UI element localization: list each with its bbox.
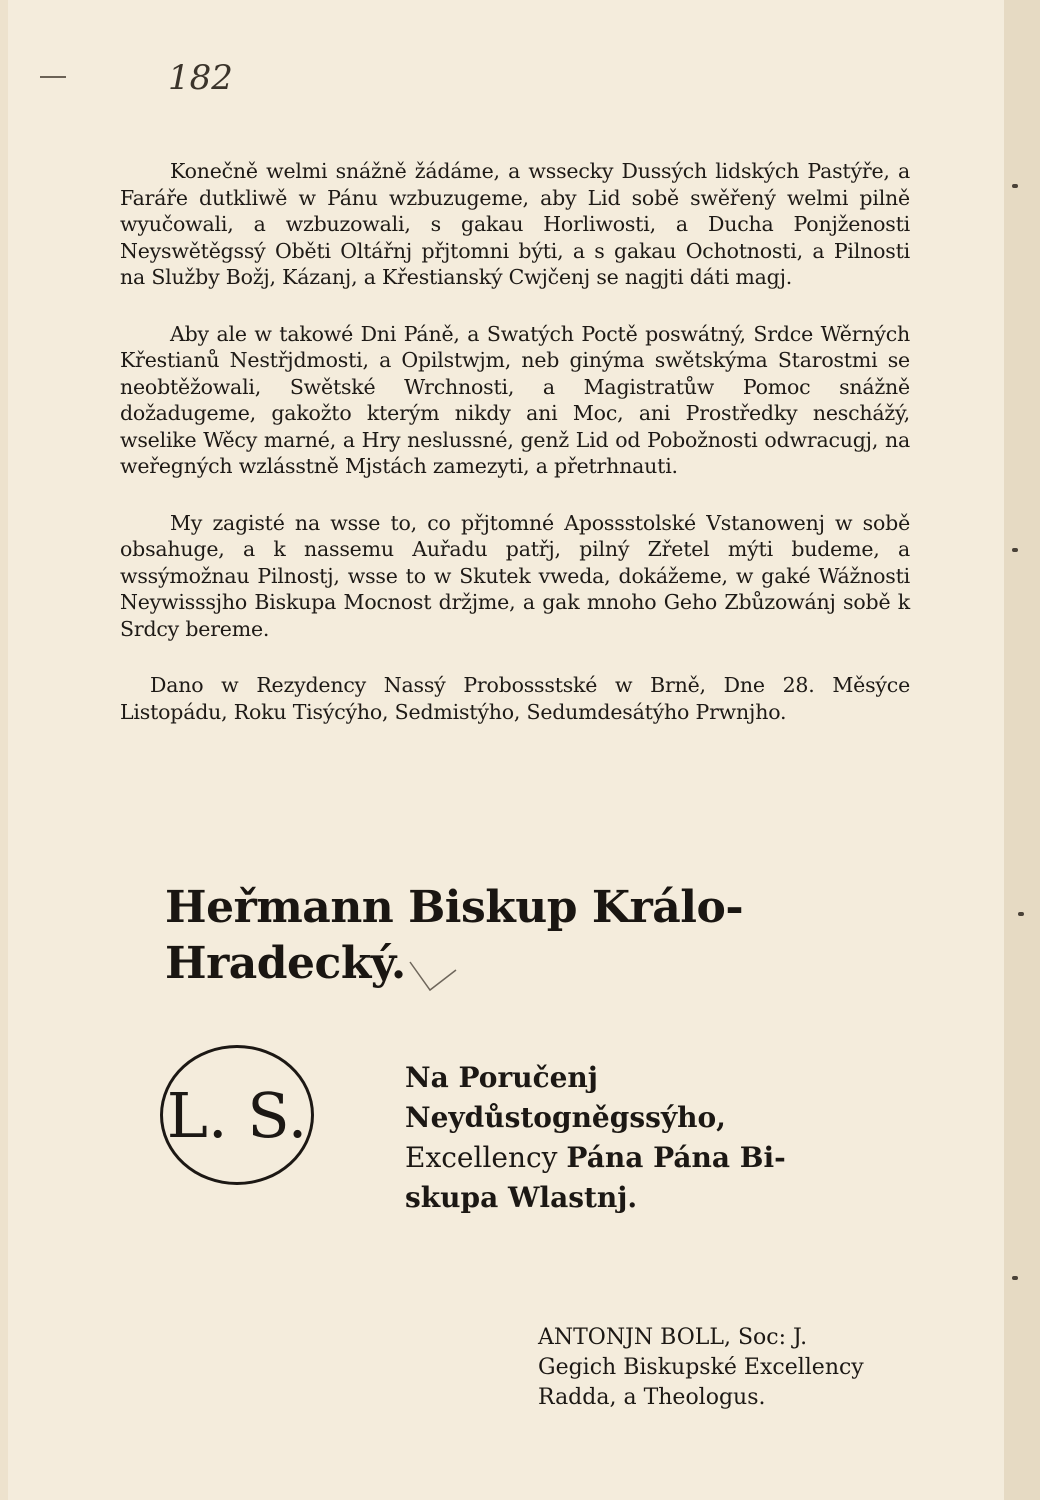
seal-circle bbox=[160, 1045, 314, 1185]
decree-body bbox=[120, 158, 910, 725]
paragraph-3: My zagisté na wsse to, co přjtomné Apossstolské Vstanowenj w sobě obsahuge, a k nassemu Auřadu patřj, pilný Zřetel mýti budeme, a wssýmožnau Pilnostj, wsse to w Skutek vweda, dokážeme, w gaké Wážnosti Neywisssjho Biskupa Mocnost držjme, a gak mnoho Geho Zbůzowánj sobě k Srdcy bereme. bbox=[120, 510, 910, 641]
seal-text: L. S. bbox=[166, 1079, 308, 1152]
paragraph-1: Konečně welmi snážně žádáme, a wssecky Dussých lidských Pastýře, a Faráře dutkliwě w Pánu wzbuzugeme, aby Lid sobě swěřený welmi pilně wyučowali, a wzbuzowali, s gakau Horliwosti, a Ducha Ponjženosti Neyswětěgssý Oběti Oltářnj přjtomni býti, a s gakau Ochotnosti, a Pilnosti na Služby Božj, Kázanj, a Křestianský Cwjčenj se nagjti dáti magj. bbox=[120, 159, 910, 289]
by-order-block bbox=[405, 1058, 925, 1218]
bishop-signature: Heřmann Biskup Králo-Hradecký. bbox=[165, 882, 744, 989]
order-line-2-rest: Pána Pána Bi- bbox=[566, 1141, 786, 1174]
paper-speck bbox=[1012, 1276, 1018, 1280]
order-line-1: Na Poručenj Neydůstogněgssýho, bbox=[405, 1061, 726, 1134]
counter-sign-line-1 bbox=[538, 1323, 908, 1353]
counter-sign-line-3-rest: a Theologus. bbox=[623, 1385, 766, 1410]
margin-mark bbox=[40, 76, 66, 78]
paragraph-2: Aby ale w takowé Dni Páně, a Swatých Poctě poswátný, Srdce Wěrných Křestianů Nestřjdmosti, a Opilstwjm, neb ginýma swětskýma Starostmi se neobtěžowali, Swětské Wrchnosti, a Magistratůw Pomoc snážně dožadugeme, gakožto kterým nikdy ani Moc, ani Prostředky neschážý, wselike Wěcy marné, a Hry neslussné, genž Lid od Pobožnosti odwracugj, na weřegných wzlásstně Mjstách zamezyti, a přetrhnauti. bbox=[120, 321, 910, 478]
secretary-society: Soc: J. bbox=[737, 1325, 808, 1350]
counter-signature bbox=[538, 1323, 908, 1413]
paper-speck bbox=[1018, 912, 1024, 916]
order-line-2-plain: Excellency bbox=[405, 1141, 558, 1174]
order-line-3: skupa Wlastnj. bbox=[405, 1181, 638, 1214]
counter-sign-line-3-fraktur: Radda, bbox=[538, 1385, 617, 1410]
counter-sign-line-2 bbox=[538, 1353, 908, 1383]
counter-sign-line-2-fraktur: Gegich Biskupské bbox=[538, 1355, 737, 1380]
page-number: 182 bbox=[168, 58, 233, 98]
counter-sign-line-2-rest: Excellency bbox=[743, 1355, 864, 1380]
ink-mark bbox=[408, 960, 458, 996]
counter-sign-line-3 bbox=[538, 1383, 908, 1413]
page-edge-shadow bbox=[1004, 0, 1040, 1500]
dating-paragraph: Dano w Rezydency Nassý Probossstské w Brně, Dne 28. Měsýce Listopádu, Roku Tisýcýho, Sedmistýho, Sedumdesátýho Prwnjho. bbox=[120, 673, 910, 724]
paper-speck bbox=[1012, 184, 1018, 188]
order-line-2 bbox=[405, 1138, 925, 1178]
paper-speck bbox=[1012, 548, 1018, 552]
secretary-name: ANTONJN BOLL, bbox=[538, 1325, 731, 1350]
page-left-edge bbox=[0, 0, 8, 1500]
